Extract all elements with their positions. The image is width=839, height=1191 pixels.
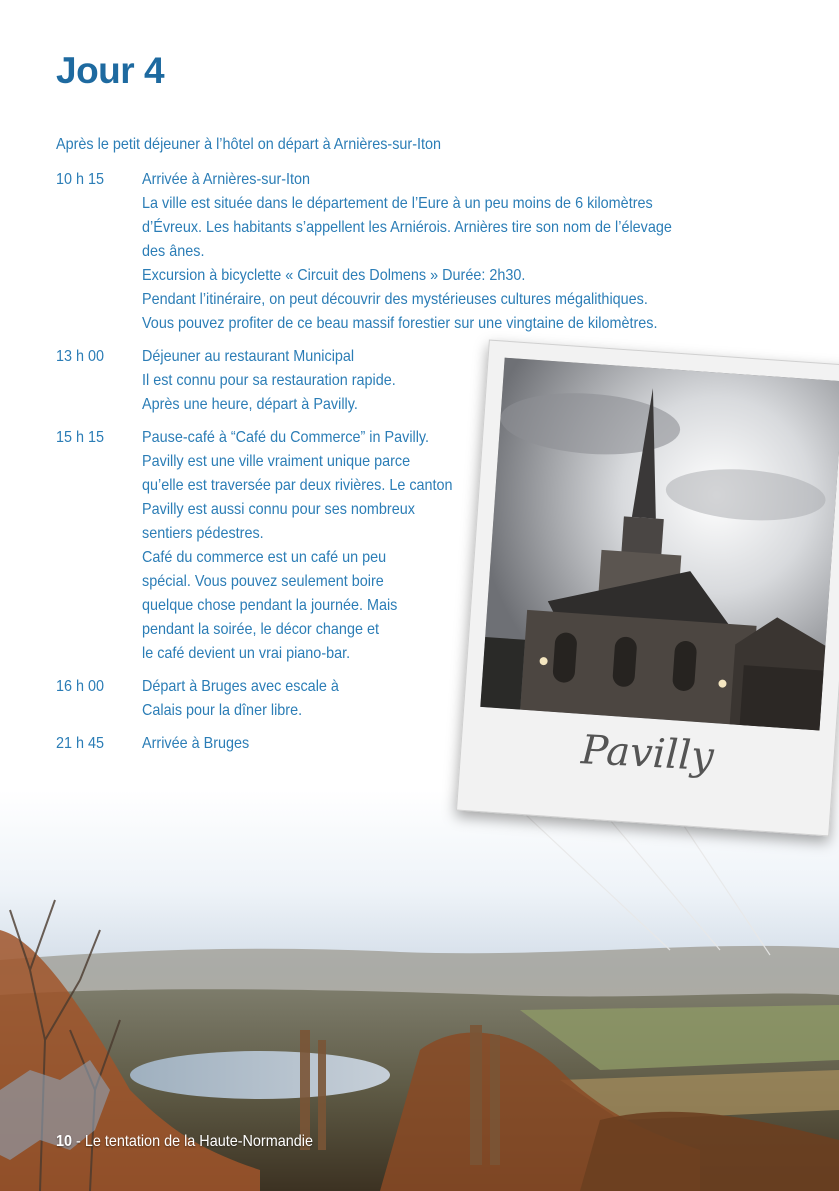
entry-time: 13 h 00: [56, 348, 105, 365]
entry-time: 10 h 15: [56, 171, 105, 188]
entry-line: Pendant l’itinéraire, on peut découvrir des mystérieuses cultures mégalithiques.: [142, 291, 648, 308]
entry-line: Pavilly est aussi connu pour ses nombreux: [142, 501, 415, 518]
entry-line: Arrivée à Arnières-sur-Iton: [142, 171, 311, 188]
entry-line: le café devient un vrai piano-bar.: [142, 645, 351, 662]
entry-line: spécial. Vous pouvez seulement boire: [142, 573, 384, 590]
landscape-photo: [0, 790, 839, 1191]
entry-line: Pavilly est une ville vraiment unique parce: [142, 453, 411, 470]
intro-text: Après le petit déjeuner à l’hôtel on départ à Arnières-sur-Iton: [56, 136, 442, 153]
page-footer: [56, 1133, 313, 1151]
entry-time: 15 h 15: [56, 429, 105, 446]
entry-line: des ânes.: [142, 243, 205, 260]
footer-title: Le tentation de la Haute-Normandie: [84, 1133, 313, 1150]
entry-line: Excursion à bicyclette « Circuit des Dolmens » Durée: 2h30.: [142, 267, 526, 284]
entry-line: Il est connu pour sa restauration rapide.: [142, 372, 396, 389]
entry-line: Vous pouvez profiter de ce beau massif forestier sur une vingtaine de kilomètres.: [142, 315, 658, 332]
entry-line: Départ à Bruges avec escale à: [142, 678, 339, 695]
church-photo: [480, 358, 839, 731]
entry-line: pendant la soirée, le décor change et: [142, 621, 379, 638]
entry-line: Arrivée à Bruges: [142, 735, 250, 752]
entry-time: 16 h 00: [56, 678, 105, 695]
entry-line: sentiers pédestres.: [142, 525, 264, 542]
entry-text: [142, 168, 749, 336]
polaroid-photo: [456, 340, 839, 837]
entry-line: Pause-café à “Café du Commerce” in Pavilly.: [142, 429, 430, 446]
entry-time: 21 h 45: [56, 735, 105, 752]
footer-separator: -: [72, 1133, 85, 1150]
entry-line: d’Évreux. Les habitants s’appellent les Arniérois. Arnières tire son nom de l’élevage: [142, 219, 672, 236]
entry-line: Calais pour la dîner libre.: [142, 702, 303, 719]
entry-line: quelque chose pendant la journée. Mais: [142, 597, 398, 614]
entry-line: La ville est située dans le département de l’Eure à un peu moins de 6 kilomètres: [142, 195, 653, 212]
polaroid-caption: Pavilly: [580, 727, 715, 781]
entry-line: qu’elle est traversée par deux rivières. Le canton: [142, 477, 453, 494]
page-number: 10: [56, 1133, 73, 1150]
entry-line: Déjeuner au restaurant Municipal: [142, 348, 355, 365]
page-title: Jour 4: [56, 50, 165, 91]
entry-line: Après une heure, départ à Pavilly.: [142, 396, 358, 413]
itinerary-entry: [56, 168, 816, 336]
entry-line: Café du commerce est un café un peu: [142, 549, 387, 566]
